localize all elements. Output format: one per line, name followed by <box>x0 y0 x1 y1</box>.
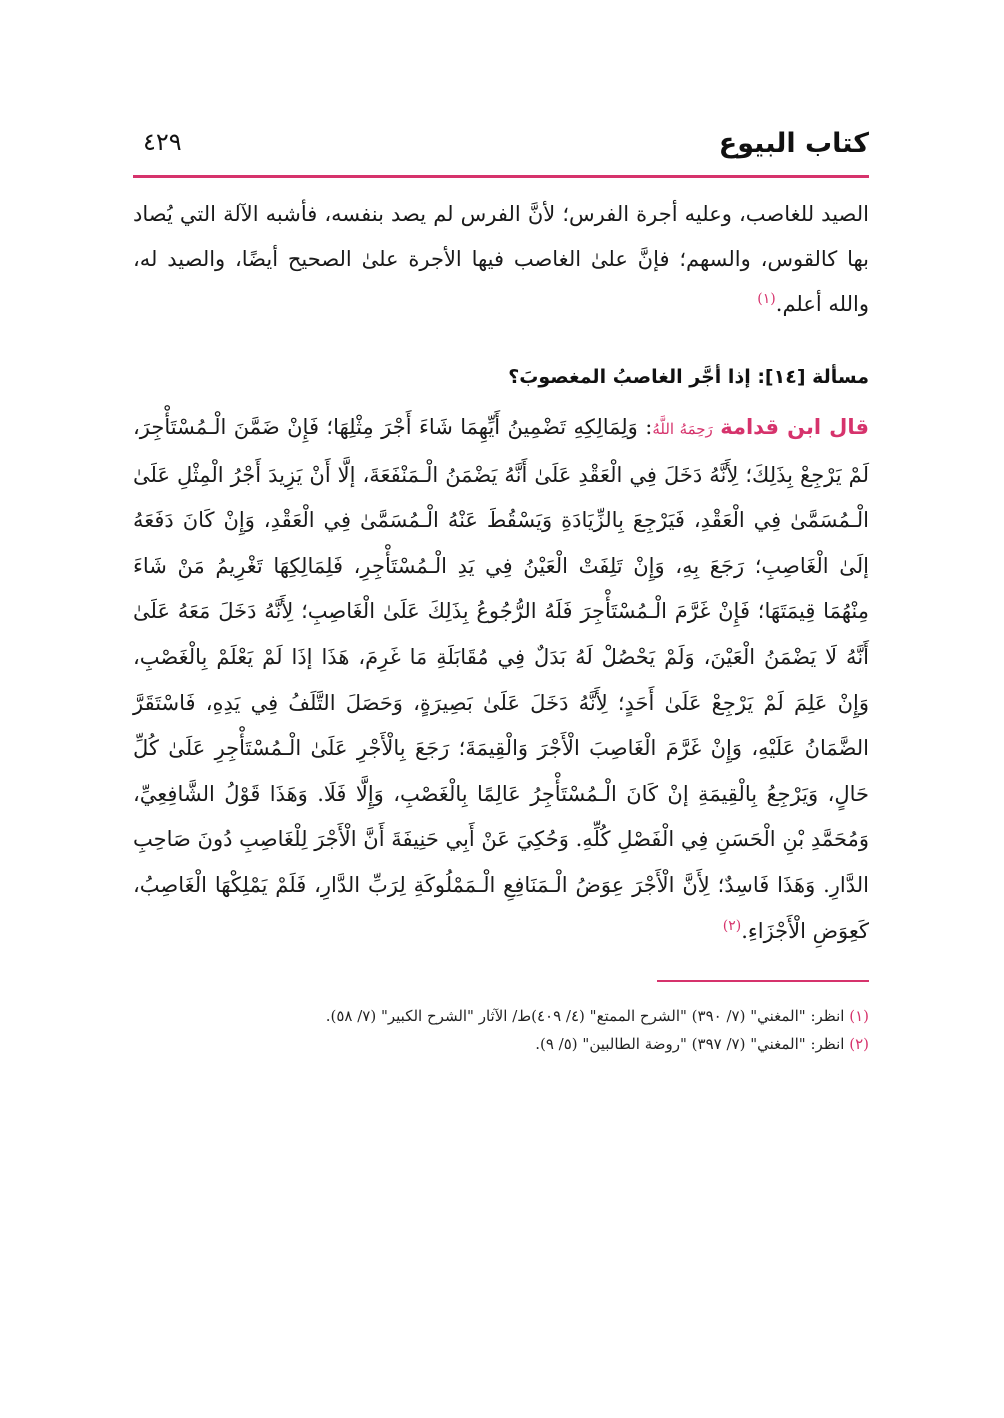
footnote-divider <box>657 980 869 982</box>
footnote-item <box>133 1030 869 1058</box>
footnote-text: انظر: "المغني" (٧/ ٣٩٠) "الشرح الممتع" (٤/ ٤٠٩)ط/ الآثار "الشرح الكبير" (٧/ ٥٨). <box>325 1007 845 1026</box>
book-title: كتاب البيوع <box>718 128 869 159</box>
footnotes <box>133 1002 869 1058</box>
page-number: ٤٢٩ <box>143 128 182 156</box>
honorific-glyph: رَحِمَهُ اللَّهُ <box>652 420 713 438</box>
quote-text: : وَلِمَالِكِهِ تَضْمِينُ أَيِّهِمَا شَاءَ أَجْرَ مِثْلِهَا؛ فَإِنْ ضَمَّنَ الْـمُسْتَأْجِرَ، لَمْ يَرْجِعْ بِذَلِكَ؛ لِأَنَّهُ دَخَلَ فِي الْعَقْدِ عَلَىٰ أَنَّهُ يَضْمَنُ الْـمَنْفَعَةَ، إلَّا أَنْ يَزِيدَ أَجْرُ الْمِثْلِ عَلَىٰ الْـمُسَمَّىٰ فِي الْعَقْدِ، فَيَرْجِعَ بِالزِّيَادَةِ وَيَسْقُطَ عَنْهُ الْـمُسَمَّىٰ فِي الْعَقْدِ، وَإِنْ كَانَ دَفَعَهُ إلَىٰ الْغَاصِبِ؛ رَجَعَ بِهِ، وَإِنْ تَلِفَتْ الْعَيْنُ فِي يَدِ الْـمُسْتَأْجِرِ، فَلِمَالِكِهَا تَغْرِيمُ مَنْ شَاءَ مِنْهُمَا قِيمَتَهَا؛ فَإِنْ غَرَّمَ الْـمُسْتَأْجِرَ فَلَهُ الرُّجُوعُ بِذَلِكَ عَلَىٰ الْغَاصِبِ؛ لِأَنَّهُ دَخَلَ مَعَهُ عَلَىٰ أَنَّهُ لَا يَضْمَنُ الْعَيْنَ، وَلَمْ يَحْصُلْ لَهُ بَدَلٌ فِي مُقَابَلَةِ مَا غَرِمَ، هَذَا إذَا لَمْ يَعْلَمْ بِالْغَصْبِ، وَإِنْ عَلِمَ لَمْ يَرْجِعْ عَلَىٰ أَحَدٍ؛ لِأَنَّهُ دَخَلَ عَلَىٰ بَصِيرَةٍ، وَحَصَلَ التَّلَفُ فِي يَدِهِ، فَاسْتَقَرَّ الضَّمَانُ عَلَيْهِ، وَإِنْ غَرَّمَ الْغَاصِبَ الْأَجْرَ وَالْقِيمَةَ؛ رَجَعَ بِالْأَجْرِ عَلَىٰ الْـمُسْتَأْجِرِ عَلَىٰ كُلِّ حَالٍ، وَيَرْجِعُ بِالْقِيمَةِ إنْ كَانَ الْـمُسْتَأْجِرُ عَالِمًا بِالْغَصْبِ، وَإِلَّا فَلَا. وَهَذَا قَوْلُ الشَّافِعِيِّ، وَمُحَمَّدِ بْنِ الْحَسَنِ فِي الْفَصْلِ كُلِّهِ. وَحُكِيَ عَنْ أَبِي حَنِيفَةَ أَنَّ الْأَجْرَ لِلْغَاصِبِ دُونَ صَاحِبِ الدَّارِ. وَهَذَا فَاسِدٌ؛ لِأَنَّ الْأَجْرَ عِوَضُ الْـمَنَافِعِ الْـمَمْلُوكَةِ لِرَبِّ الدَّارِ، فَلَمْ يَمْلِكْهَا الْغَاصِبُ، كَعِوَضِ الْأَجْزَاءِ. <box>133 415 869 943</box>
quote-author: قال ابن قدامة <box>720 415 869 439</box>
footnote-number: (١) <box>849 1007 869 1026</box>
intro-text: الصيد للغاصب، وعليه أجرة الفرس؛ لأنَّ الفرس لم يصد بنفسه، فأشبه الآلة التي يُصاد بها كالقوس، والسهم؛ فإنَّ علىٰ الغاصب فيها الأجرة علىٰ الصحيح أيضًا، والصيد له، والله أعلم. <box>133 202 869 316</box>
page <box>133 120 869 1058</box>
footnote-number: (٢) <box>849 1035 869 1054</box>
quote-paragraph <box>133 405 869 954</box>
footnote-text: انظر: "المغني" (٧/ ٣٩٧) "روضة الطالبين" (٥/ ٩). <box>535 1035 845 1054</box>
header-divider <box>133 175 869 178</box>
footnote-ref-2[interactable]: (٢) <box>722 917 742 934</box>
footnote-item <box>133 1002 869 1030</box>
footnote-ref-1[interactable]: (١) <box>757 291 776 307</box>
intro-paragraph <box>133 192 869 327</box>
page-header <box>133 120 869 178</box>
section-title: مسألة [١٤]: إذا أجَّر الغاصبُ المغصوبَ؟ <box>508 366 869 388</box>
